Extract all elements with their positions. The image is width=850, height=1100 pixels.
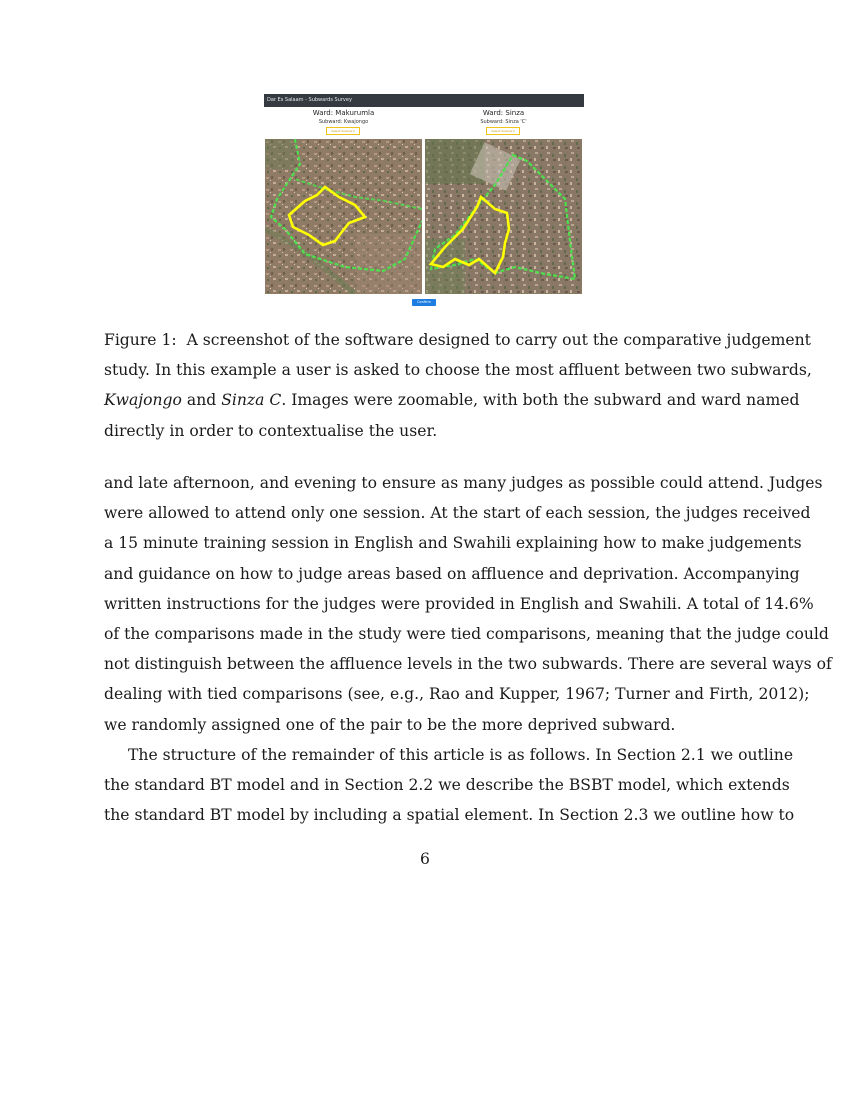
left-subward-panel xyxy=(265,107,422,294)
right-subward-panel xyxy=(425,107,582,294)
caption-subward-1: Kwajongo xyxy=(104,391,182,410)
page-number: 6 xyxy=(420,850,430,868)
caption-line: directly in order to contextualise the user. xyxy=(104,421,438,440)
text-line: written instructions for the judges were provided in English and Swahili. A total of 14.6% xyxy=(104,594,814,613)
caption-line: study. In this example a user is asked to choose the most affluent between two subwards, xyxy=(104,361,812,380)
caption-text: A screenshot of the software designed to carry out the comparative judgement xyxy=(186,331,811,349)
text-line: the standard BT model and in Section 2.2 we describe the BSBT model, which extends xyxy=(104,776,790,795)
caption-text: and xyxy=(181,391,222,410)
right-subward-label: Subward: Sinza 'C' xyxy=(480,119,527,125)
text-line: dealing with tied comparisons (see, e.g., Rao and Kupper, 1967; Turner and Firth, 2012); xyxy=(104,685,810,704)
caption-line xyxy=(104,385,800,415)
text-line: The structure of the remainder of this article is as follows. In Section 2.1 we outline xyxy=(128,746,794,764)
left-satellite-map[interactable] xyxy=(265,139,422,294)
left-subward-label: Subward: Kwajongo xyxy=(318,119,369,125)
caption-text: . Images were zoomable, with both the subward and ward named xyxy=(281,391,800,410)
caption-line xyxy=(104,325,811,355)
text-line: the standard BT model by including a spatial element. In Section 2.3 we outline how to xyxy=(104,806,795,825)
text-line: of the comparisons made in the study were tied comparisons, meaning that the judge could xyxy=(104,625,829,644)
text-line: and late afternoon, and evening to ensure as many judges as possible could attend. Judges xyxy=(104,474,823,492)
caption-label: Figure 1: xyxy=(104,331,177,349)
body-paragraph-1 xyxy=(104,468,832,740)
confirm-button[interactable]: Confirm xyxy=(412,299,436,306)
text-line: and guidance on how to judge areas based on affluence and deprivation. Accompanying xyxy=(104,564,800,583)
app-title-bar: Dar Es Salaam - Subwards Survey xyxy=(264,94,584,107)
caption-subward-2: Sinza C xyxy=(221,391,282,410)
text-line: we randomly assigned one of the pair to be the more deprived subward. xyxy=(104,715,676,734)
figure-caption xyxy=(104,325,812,446)
right-select-button[interactable]: Select Subward xyxy=(486,127,520,135)
text-line: were allowed to attend only one session. At the start of each session, the judges received xyxy=(104,504,811,523)
text-line: a 15 minute training session in English and Swahili explaining how to make judgements xyxy=(104,534,802,553)
figure-screenshot xyxy=(264,94,584,310)
text-line: not distinguish between the affluence levels in the two subwards. There are several ways of xyxy=(104,655,832,674)
left-select-button[interactable]: Select Subward xyxy=(326,127,360,135)
right-satellite-map[interactable] xyxy=(425,139,582,294)
left-ward-label: Ward: Makurumla xyxy=(312,109,375,117)
body-paragraph-2 xyxy=(104,740,795,831)
right-ward-label: Ward: Sinza xyxy=(482,109,525,117)
